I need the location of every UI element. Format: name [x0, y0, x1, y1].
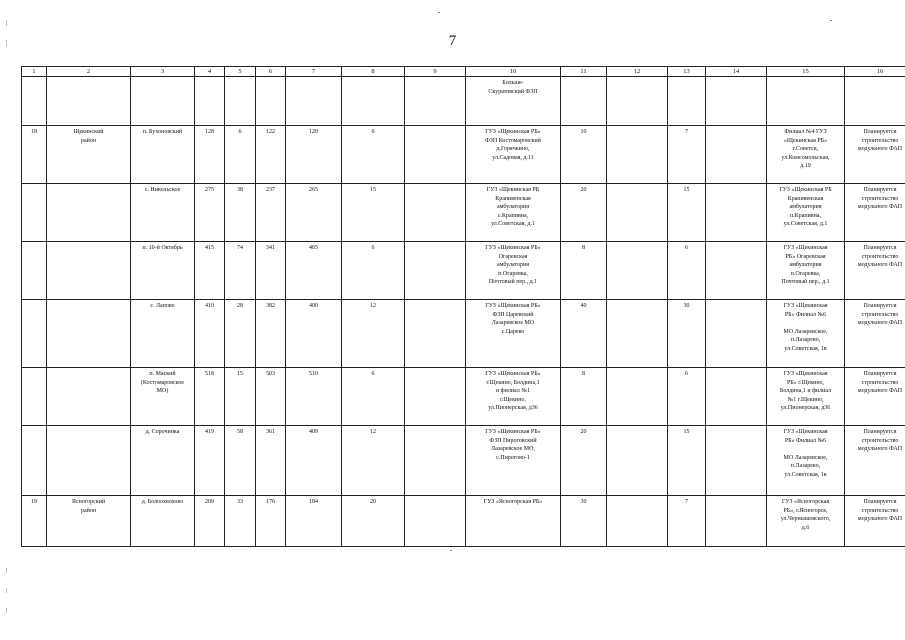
table-cell: 30	[561, 496, 607, 547]
table-cell	[668, 77, 706, 126]
table-row	[22, 368, 905, 426]
table-cell	[607, 184, 668, 242]
table-cell	[845, 77, 905, 126]
table-cell: ГУЗ «Ясногорская РБ»	[466, 496, 561, 547]
table-cell	[607, 242, 668, 300]
table-cell: Планируется строительство модульного ФАП	[845, 496, 905, 547]
table-cell: 58	[225, 426, 256, 496]
table-cell: 10	[561, 126, 607, 184]
scan-mark	[6, 588, 7, 593]
table-cell	[47, 242, 131, 300]
table-cell	[706, 368, 767, 426]
table-cell: с. Лапово	[131, 300, 195, 368]
scan-mark	[6, 40, 7, 46]
table-cell: Планируется строительство модульного ФАП	[845, 368, 905, 426]
table-cell: 40	[561, 300, 607, 368]
table-cell	[706, 126, 767, 184]
table-cell: 184	[286, 496, 342, 547]
table-cell: Планируется строительство модульного ФАП	[845, 300, 905, 368]
table-cell	[405, 426, 466, 496]
table-cell: ГУЗ «Щекинская РБ» г.Щекино, Болдина,1 и филиал №1 г.Щекино, ул.Пионерская, д36	[767, 368, 845, 426]
table-cell: 341	[256, 242, 286, 300]
table-cell: 20	[561, 426, 607, 496]
table-cell	[706, 242, 767, 300]
table-cell	[47, 368, 131, 426]
table-cell	[607, 126, 668, 184]
table-cell	[405, 77, 466, 126]
table-cell	[607, 368, 668, 426]
table-row	[22, 242, 905, 300]
table-cell: 409	[286, 426, 342, 496]
table-cell: п. Маский (Костомаровское МО)	[131, 368, 195, 426]
table-cell: ГУЗ «Щекинская РБ» Филиал №6 МО Лазаревское, п.Лазарево, ул.Советская, 1в	[767, 300, 845, 368]
table-cell: д. Сорочинка	[131, 426, 195, 496]
table-cell: ГУЗ «Щекинская РБ» Филиал №6 МО Лазаревское, п.Лазарево, ул.Советская, 1в	[767, 426, 845, 496]
table-cell	[22, 300, 47, 368]
table-cell	[405, 496, 466, 547]
table-cell: 415	[195, 242, 225, 300]
table-cell	[47, 300, 131, 368]
table-cell: 7	[668, 496, 706, 547]
table-cell: 20	[342, 496, 405, 547]
table-cell	[405, 242, 466, 300]
table-cell: 6	[668, 368, 706, 426]
scan-speck	[450, 550, 452, 551]
table-cell: 405	[286, 242, 342, 300]
table-cell: Планируется строительство модульного ФАП	[845, 242, 905, 300]
table-cell	[607, 77, 668, 126]
table-cell	[706, 300, 767, 368]
table-cell	[706, 426, 767, 496]
table-row	[22, 126, 905, 184]
table-cell: 12	[342, 426, 405, 496]
table-cell: 209	[195, 496, 225, 547]
table-cell: Планируется строительство модульного ФАП	[845, 426, 905, 496]
table-cell: ГУЗ «Ясногорская РБ», г.Ясногорск, ул.Чернышовского, д.6	[767, 496, 845, 547]
table-row	[22, 300, 905, 368]
column-header: 16	[845, 67, 905, 77]
table-cell	[225, 77, 256, 126]
table-cell	[22, 77, 47, 126]
data-table	[21, 66, 905, 547]
table-cell: 275	[195, 184, 225, 242]
column-header: 14	[706, 67, 767, 77]
table-cell: 518	[195, 368, 225, 426]
table-cell: ГУЗ «Щекинская РБ» ФЗП Костомаровский д.Горячкино, ул.Садовая, д.11	[466, 126, 561, 184]
table-cell: 6	[342, 242, 405, 300]
table-cell: 503	[256, 368, 286, 426]
table-cell: 8	[561, 368, 607, 426]
table-cell: 8	[561, 242, 607, 300]
column-header: 1	[22, 67, 47, 77]
column-header: 6	[256, 67, 286, 77]
table-cell: 120	[286, 126, 342, 184]
table-cell: 20	[561, 184, 607, 242]
table-cell	[561, 77, 607, 126]
table-cell: Филиал №4 ГУЗ «Щекинская РБ» г.Советск, ул.Комсомольская, д.19	[767, 126, 845, 184]
table-cell	[405, 184, 466, 242]
table-row	[22, 426, 905, 496]
table-cell: 18	[22, 126, 47, 184]
table-cell: 15	[668, 184, 706, 242]
table-row	[22, 77, 905, 126]
table-cell	[47, 184, 131, 242]
table-cell: 33	[225, 496, 256, 547]
table-cell	[607, 496, 668, 547]
table-cell: 361	[256, 426, 286, 496]
scan-speck	[438, 12, 440, 13]
table-cell	[22, 242, 47, 300]
table-cell	[286, 77, 342, 126]
table-cell	[405, 300, 466, 368]
table-cell: 6	[342, 126, 405, 184]
table-cell: 30	[668, 300, 706, 368]
table-row	[22, 496, 905, 547]
table-cell	[47, 77, 131, 126]
table-cell: ГУЗ «Щекинская РБ» ФЗП Пироговский Лазаревское МО, с.Пирогово-1	[466, 426, 561, 496]
table-cell: ГУЗ «Щекинская РБ» Огаревская амбулатория п.Огаревка, Почтовый пер., д.1	[466, 242, 561, 300]
table-cell: д. Болоохвохово	[131, 496, 195, 547]
table-cell	[47, 426, 131, 496]
column-header: 12	[607, 67, 668, 77]
table-cell: 265	[286, 184, 342, 242]
column-header: 11	[561, 67, 607, 77]
table-cell	[195, 77, 225, 126]
table-row	[22, 184, 905, 242]
table-cell: 410	[195, 300, 225, 368]
column-header: 4	[195, 67, 225, 77]
table-cell: 38	[225, 184, 256, 242]
table-cell	[706, 77, 767, 126]
table-cell: 7	[668, 126, 706, 184]
table-cell: 19	[22, 496, 47, 547]
table-cell	[607, 426, 668, 496]
table-cell: Щекинский район	[47, 126, 131, 184]
table-cell: 237	[256, 184, 286, 242]
table-cell	[706, 184, 767, 242]
table-cell	[22, 426, 47, 496]
table-cell	[706, 496, 767, 547]
table-cell: ГУЗ «Щекинская РБ» г.Щекино, Болдина,1 и филиал №1 г.Щекино, ул.Пионерская, д36	[466, 368, 561, 426]
column-header: 8	[342, 67, 405, 77]
table-cell: 15	[225, 368, 256, 426]
column-header: 13	[668, 67, 706, 77]
scan-mark	[6, 608, 7, 613]
column-header: 9	[405, 67, 466, 77]
table-cell: 176	[256, 496, 286, 547]
table-cell: ГУЗ «Щекинская РБ Крапивенская амбулатория п.Крапивна, ул.Советская, д.1	[767, 184, 845, 242]
table-cell: 419	[195, 426, 225, 496]
table-cell	[256, 77, 286, 126]
column-header: 3	[131, 67, 195, 77]
table-cell	[767, 77, 845, 126]
table-cell: 74	[225, 242, 256, 300]
table-cell: Планируется строительство модульного ФАП	[845, 126, 905, 184]
page-number: 7	[448, 33, 457, 49]
table-header-row	[22, 67, 905, 77]
table-cell	[405, 368, 466, 426]
table-cell	[22, 368, 47, 426]
column-header: 7	[286, 67, 342, 77]
table-cell: ГУЗ «Щекинская РБ» Огаревская амбулатория п.Огаревка, Почтовый пер., д.1	[767, 242, 845, 300]
table-cell: 122	[256, 126, 286, 184]
table-cell	[342, 77, 405, 126]
table-cell	[131, 77, 195, 126]
table-cell: 6	[342, 368, 405, 426]
table-cell: 6	[225, 126, 256, 184]
table-cell: п. Бухоновский	[131, 126, 195, 184]
table-cell: 15	[668, 426, 706, 496]
table-cell: 510	[286, 368, 342, 426]
column-header: 2	[47, 67, 131, 77]
table-cell: 400	[286, 300, 342, 368]
table-cell: Больше- Скуратовский ФЗП	[466, 77, 561, 126]
table-cell: 128	[195, 126, 225, 184]
scan-speck	[830, 20, 832, 21]
table-cell: 12	[342, 300, 405, 368]
table-cell: ГУЗ «Щекинская РБ Крапивенская амбулатория с.Крапивна, ул.Советская, д.1	[466, 184, 561, 242]
table-cell	[22, 184, 47, 242]
scan-mark	[6, 20, 7, 26]
column-header: 15	[767, 67, 845, 77]
scan-mark	[6, 568, 7, 573]
column-header: 10	[466, 67, 561, 77]
table-cell	[607, 300, 668, 368]
column-header: 5	[225, 67, 256, 77]
table-cell	[405, 126, 466, 184]
table-cell: 382	[256, 300, 286, 368]
table-cell: Планируется строительство модульного ФАП	[845, 184, 905, 242]
table-cell: 15	[342, 184, 405, 242]
table-cell: 6	[668, 242, 706, 300]
table-cell: с. Никольское	[131, 184, 195, 242]
table-cell: п. 10-й Октябрь	[131, 242, 195, 300]
table-cell: 28	[225, 300, 256, 368]
table-cell: ГУЗ «Щекинская РБ» ФЗП Царевский Лазаревское МО с.Царево	[466, 300, 561, 368]
table-cell: Ясногорский район	[47, 496, 131, 547]
